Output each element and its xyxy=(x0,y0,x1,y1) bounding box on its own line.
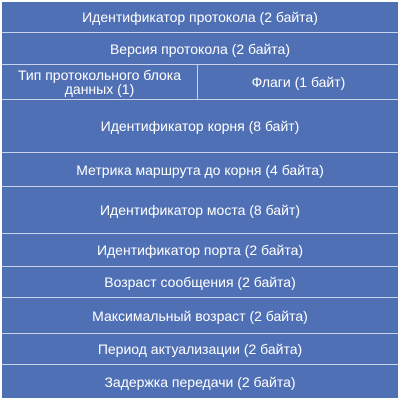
field-port-id-label: Идентификатор порта (2 байта) xyxy=(96,242,304,258)
field-root-id-label: Идентификатор корня (8 байт) xyxy=(100,118,300,134)
field-root-id xyxy=(2,100,398,152)
field-protocol-id xyxy=(2,2,398,32)
field-row-type-flags xyxy=(2,65,398,99)
field-bridge-id xyxy=(2,187,398,233)
field-flags-label: Флаги (1 байт) xyxy=(251,74,346,90)
field-hello-time xyxy=(2,334,398,364)
field-bridge-id-label: Идентификатор моста (8 байт) xyxy=(99,202,300,218)
field-forward-delay-label: Задержка передачи (2 байта) xyxy=(104,373,296,390)
field-port-id xyxy=(2,234,398,266)
field-protocol-id-label: Идентификатор протокола (2 байта) xyxy=(82,9,318,25)
field-root-path-cost xyxy=(2,153,398,186)
field-protocol-version xyxy=(2,33,398,64)
field-max-age xyxy=(2,298,398,333)
field-forward-delay xyxy=(2,365,398,398)
field-flags xyxy=(199,65,398,99)
field-hello-time-label: Период актуализации (2 байта) xyxy=(97,341,303,357)
field-root-path-cost-label: Метрика маршрута до корня (4 байта) xyxy=(76,161,324,178)
field-protocol-version-label: Версия протокола (2 байта) xyxy=(109,40,291,57)
field-message-age-label: Возраст сообщения (2 байта) xyxy=(104,274,296,290)
field-max-age-label: Максимальный возраст (2 байта) xyxy=(92,307,308,324)
field-bpdu-type-label: Тип протокольного блока данных (1) xyxy=(17,67,182,97)
field-message-age xyxy=(2,267,398,297)
field-bpdu-type xyxy=(2,65,198,99)
